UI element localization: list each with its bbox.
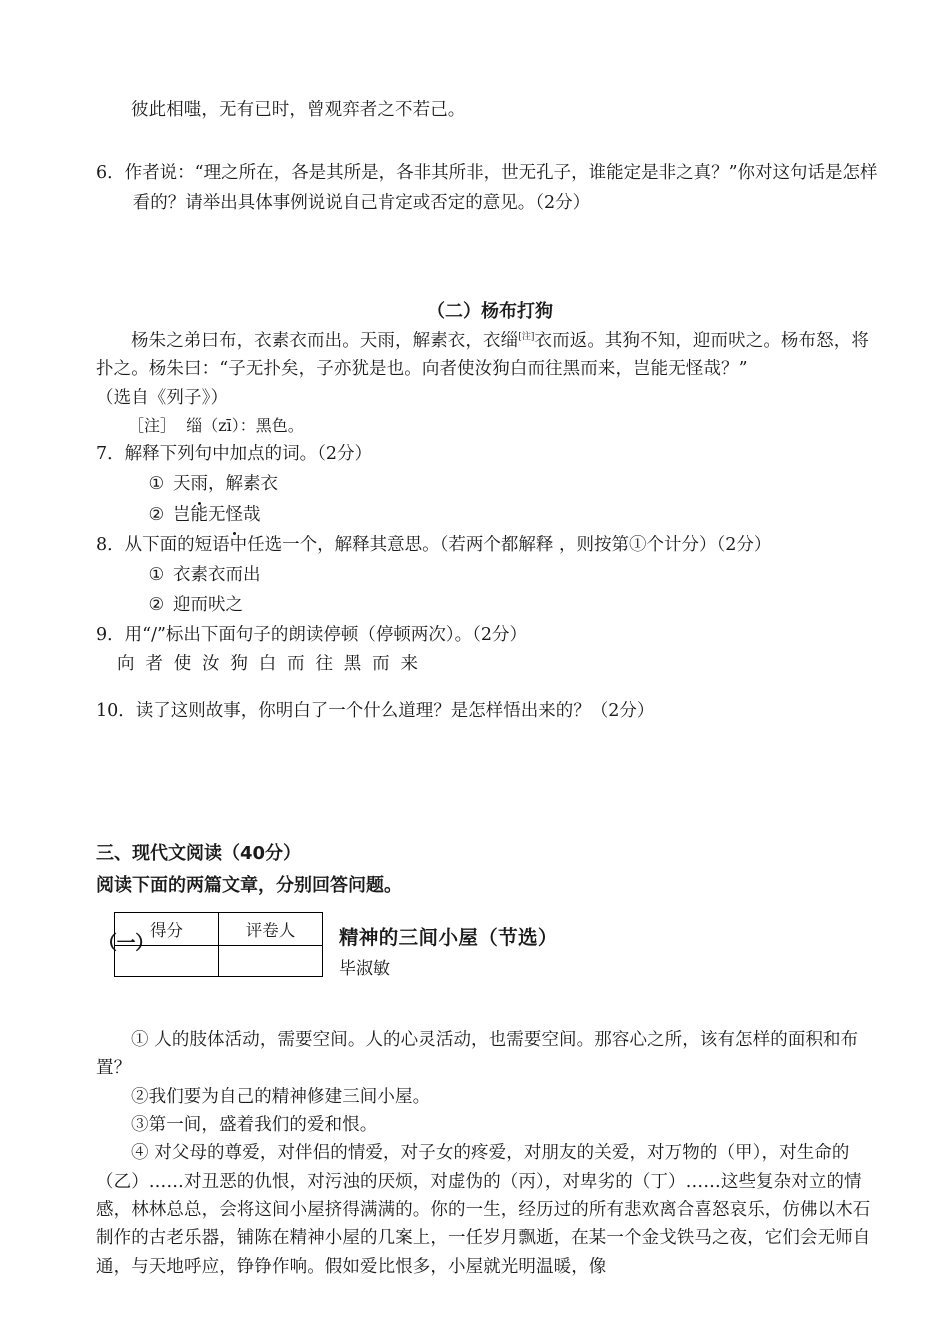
question-9-text: 用“/”标出下面句子的朗读停顿（停顿两次）。（2分） — [124, 624, 528, 645]
subsection-label-one: （一） — [98, 931, 154, 954]
question-8-text: 从下面的短语中任选一个，解释其意思。（若两个都解释 ，则按第①个计分）（2分） — [124, 534, 772, 555]
note-pinyin: （zī） — [202, 416, 240, 436]
item-text: 迎而吠之 — [172, 594, 243, 615]
question-6-number: 6． — [96, 163, 125, 184]
question-7-item-2 — [96, 500, 884, 530]
emphasis-dot-char: 怪 — [225, 500, 243, 530]
grader-header-cell: 评卷人 — [219, 912, 323, 945]
question-8-item-1 — [96, 560, 884, 590]
grader-value-cell[interactable] — [219, 945, 323, 976]
note-superscript-marker: [注] — [518, 332, 535, 343]
quote-line: 彼此相嗤，无有已时，曾观弈者之不若己。 — [131, 100, 466, 120]
article-paragraph-2: ②我们要为自己的精神修建三间小屋。 — [131, 1086, 431, 1107]
question-7 — [96, 439, 884, 469]
passage-2-body-part2: 衣而返。其狗不知，迎而吠之。杨布怒，将扑之。杨朱曰：“子无扑矣，子亦犹是也。向者使汝狗白而往黑而来，岂能无怪哉？” — [96, 331, 869, 380]
spacer — [96, 219, 884, 297]
spacer — [96, 726, 884, 804]
item-marker: ② — [148, 594, 165, 615]
spacer — [96, 992, 884, 1026]
question-6-text: 作者说：“理之所在，各是其所是，各非其所非，世无孔子，谁能定是非之真？”你对这句话是怎样看的？请举出具体事例说说自己肯定或否定的意见。（2分） — [124, 163, 878, 214]
item-marker: ① — [148, 564, 165, 585]
article-paragraph-1: ① 人的肢体活动，需要空间。人的心灵活动，也需要空间。那容心之所，该有怎样的面积和布置？ — [96, 1029, 859, 1079]
item-marker: ① — [148, 474, 165, 495]
table-row — [115, 912, 323, 945]
question-7-number: 7． — [96, 444, 125, 465]
score-and-article-header — [96, 912, 884, 992]
article-paragraph-4: ④ 对父母的尊爱，对伴侣的情爱，对子女的疼爱，对朋友的关爱，对万物的（甲），对生命的（乙）……对丑恶的仇恨，对污浊的厌烦，对虚伪的（丙），对卑劣的（丁）……这些复杂对立的情感，林林总总，会将这间小屋挤得满满的。你的一生，经历过的所有悲欢离合喜怒哀乐，仿佛以木石制作的古老乐器，铺陈在精神小屋的几案上，一任岁月飘逝，在某一个金戈铁马之夜，它们会无师自通，与天地呼应，铮铮作响。假如爱比恨多，小屋就光明温暖，像 — [96, 1143, 871, 1277]
passage-2-body-part1: 杨朱之弟曰布，衣素衣而出。天雨，解素衣，衣缁 — [131, 331, 519, 352]
question-10-text: 读了这则故事，你明白了一个什么道理？是怎样悟出来的？（2分） — [135, 700, 655, 721]
question-8 — [96, 530, 884, 560]
section-3-heading: 三、现代文阅读（40分） — [96, 842, 302, 864]
score-value-cell[interactable] — [115, 945, 219, 976]
question-10 — [96, 696, 884, 726]
question-10-number: 10． — [96, 700, 136, 721]
question-9-sentence: 向者使汝狗白而往黑而来 — [117, 654, 429, 674]
question-7-text: 解释下列句中加点的词。（2分） — [124, 444, 373, 465]
question-7-item-1 — [96, 469, 884, 499]
spacer — [96, 124, 884, 158]
article-title: 精神的三间小屋（节选） — [339, 925, 558, 949]
question-8-item-2 — [96, 590, 884, 620]
section-3-subheading: 阅读下面的两篇文章，分别回答问题。 — [96, 874, 402, 896]
table-row — [115, 945, 323, 976]
passage-2-source: （选自《列子》） — [96, 387, 229, 408]
emphasis-dot-char: 雨 — [190, 469, 208, 499]
item-text-post: ，解素衣 — [207, 474, 278, 495]
score-header-cell: 得分 — [115, 912, 219, 945]
passage-2-note — [96, 412, 884, 439]
question-6 — [96, 158, 884, 218]
item-text-post: 哉 — [242, 504, 261, 525]
passage-2-title: （二）杨布打狗 — [427, 300, 553, 322]
item-text-pre: 岂能无 — [172, 504, 226, 525]
item-text: 衣素衣而出 — [172, 564, 261, 585]
question-9-number: 9． — [96, 624, 125, 645]
note-char: 缁 — [186, 416, 203, 436]
passage-2-body — [96, 327, 884, 384]
question-9 — [96, 620, 884, 650]
spacer — [96, 804, 884, 838]
note-label: ［注］ — [128, 416, 177, 436]
page-content — [96, 96, 884, 1281]
note-meaning: ：黑色。 — [239, 416, 304, 436]
item-marker: ② — [148, 504, 165, 525]
spacer — [96, 680, 884, 696]
question-8-number: 8． — [96, 534, 125, 555]
article-author: 毕淑敏 — [339, 958, 390, 979]
article-paragraph-3: ③第一间，盛着我们的爱和恨。 — [131, 1114, 378, 1135]
item-text-pre: 天 — [172, 474, 191, 495]
score-table — [114, 912, 323, 977]
